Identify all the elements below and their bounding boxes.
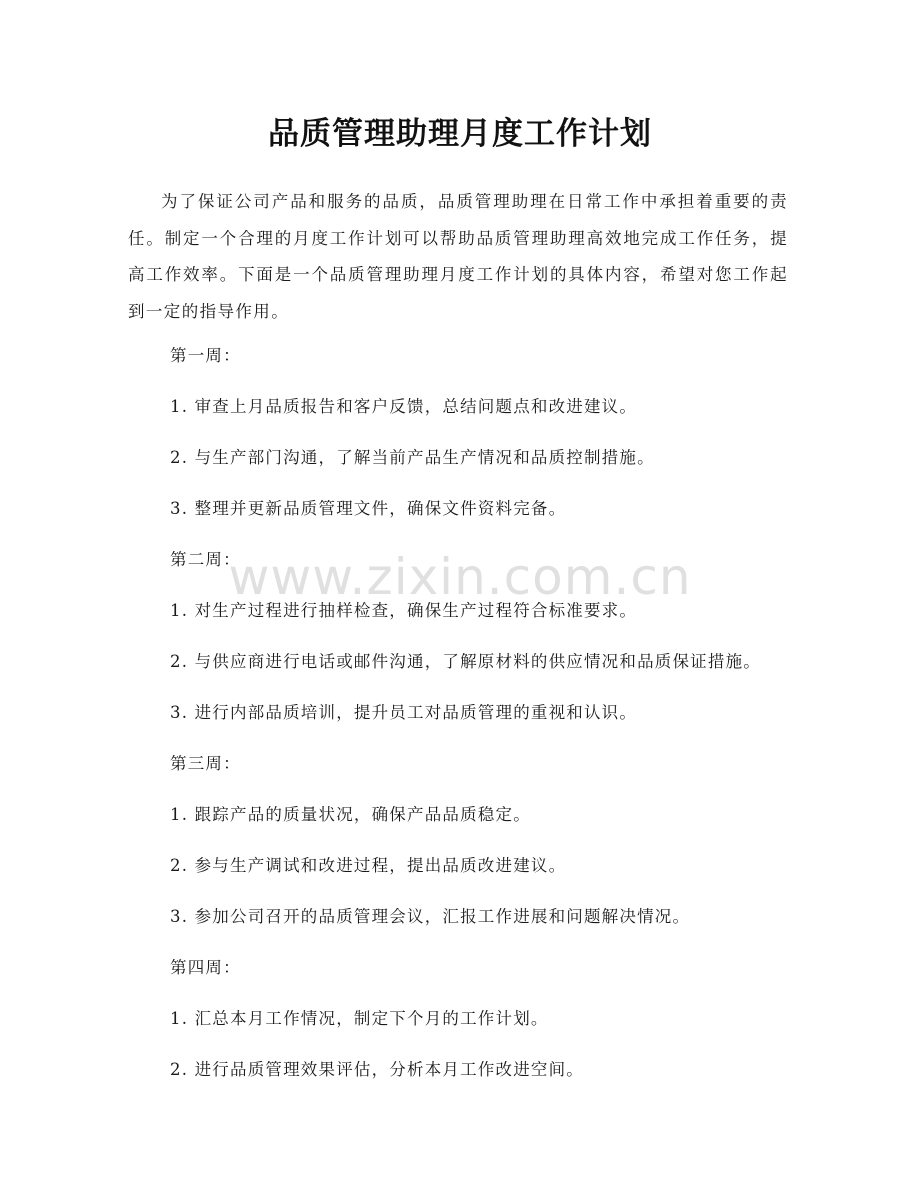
week-4-item-2: 2. 进行品质管理效果评估，分析本月工作改进空间。 — [170, 1060, 584, 1079]
week-2-item-2: 2. 与供应商进行电话或邮件沟通，了解原材料的供应情况和品质保证措施。 — [170, 652, 761, 671]
week-2-heading: 第二周： — [170, 550, 241, 569]
week-1-item-2: 2. 与生产部门沟通，了解当前产品生产情况和品质控制措施。 — [170, 448, 655, 467]
week-3-item-3: 3. 参加公司召开的品质管理会议，汇报工作进展和问题解决情况。 — [170, 907, 691, 926]
intro-paragraph: 为了保证公司产品和服务的品质，品质管理助理在日常工作中承担着重要的责任。制定一个合理的月度工作计划可以帮助品质管理助理高效地完成工作任务，提高工作效率。下面是一个品质管理助理月度工作计划的具体内容，希望对您工作起到一定的指导作用。 — [128, 192, 788, 321]
watermark: www.zixin.com.cn — [228, 548, 692, 606]
week-1-item-1: 1. 审查上月品质报告和客户反馈，总结问题点和改进建议。 — [170, 397, 638, 416]
week-4-heading: 第四周： — [170, 958, 241, 977]
week-2-item-3: 3. 进行内部品质培训，提升员工对品质管理的重视和认识。 — [170, 703, 638, 722]
week-1-item-3: 3. 整理并更新品质管理文件，确保文件资料完备。 — [170, 499, 567, 518]
week-1-heading: 第一周： — [170, 346, 241, 365]
week-3-heading: 第三周： — [170, 754, 241, 773]
page-title: 品质管理助理月度工作计划 — [268, 116, 652, 152]
week-3-item-2: 2. 参与生产调试和改进过程，提出品质改进建议。 — [170, 856, 567, 875]
week-3-item-1: 1. 跟踪产品的质量状况，确保产品品质稳定。 — [170, 805, 531, 824]
week-4-item-1: 1. 汇总本月工作情况，制定下个月的工作计划。 — [170, 1009, 549, 1028]
weekly-plan — [170, 335, 790, 1100]
week-2-item-1: 1. 对生产过程进行抽样检查，确保生产过程符合标准要求。 — [170, 601, 638, 620]
